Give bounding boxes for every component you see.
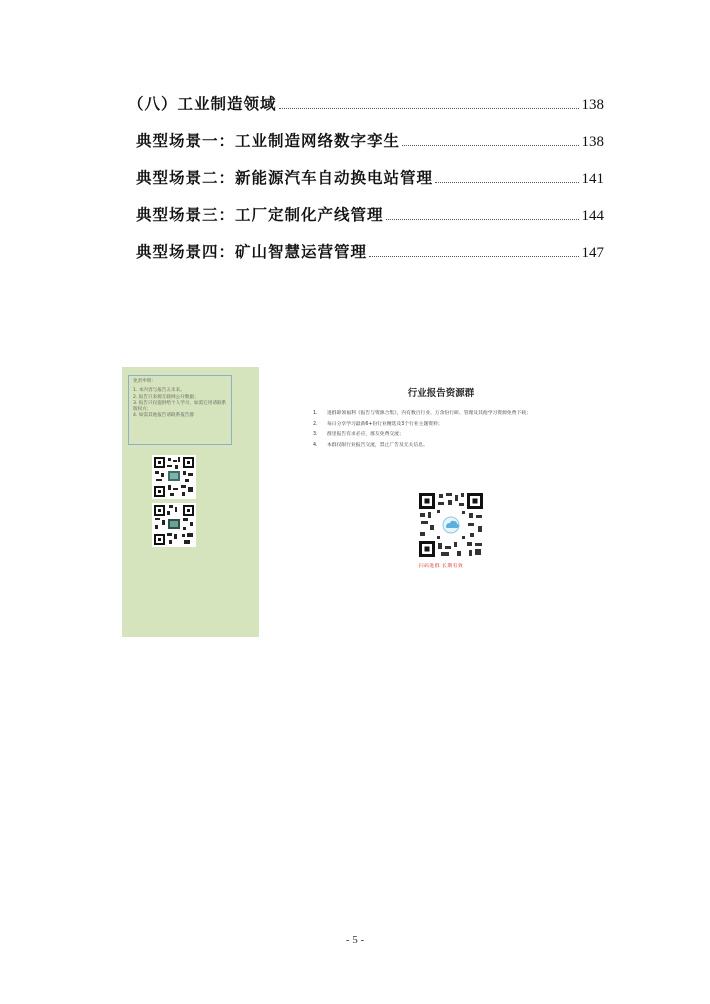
toc-entry-page: 147: [581, 245, 604, 261]
toc-leader-dots: [279, 107, 579, 109]
disclaimer-item: 4. 如需其他报告请联系报告群: [133, 413, 194, 419]
page-number: - 5 -: [345, 934, 365, 946]
toc-entry-title: 典型场景二：新能源汽车自动换电站管理: [136, 168, 434, 187]
list-item: [313, 432, 573, 438]
list-item-number: 4.: [313, 443, 318, 449]
qr-code-icon[interactable]: [152, 503, 196, 547]
group-qr-code-icon[interactable]: [417, 491, 485, 559]
list-item-number: 2.: [313, 421, 318, 427]
table-of-contents: [128, 92, 604, 277]
report-group-panel: [296, 378, 586, 578]
disclaimer-item: 1. 本内容与报告五未来。: [133, 388, 185, 394]
toc-entry-section[interactable]: [128, 92, 604, 129]
toc-entry-title: 典型场景四：矿山智慧运营管理: [136, 242, 368, 261]
list-item-number: 1.: [313, 411, 318, 416]
toc-entry-scenario-3[interactable]: [128, 203, 604, 240]
disclaimer-heading: 免责申明：: [133, 379, 156, 384]
toc-entry-scenario-2[interactable]: [128, 166, 604, 203]
disclaimer-box: [128, 375, 232, 445]
toc-entry-scenario-1[interactable]: [128, 129, 604, 166]
list-item-text: 进群即领福利《报告与资源合集》，内有数百行业、万余份行研、管理及其他学习资源免费下载；: [327, 411, 531, 416]
toc-leader-dots: [386, 218, 579, 220]
qr-code-icon[interactable]: [152, 455, 196, 499]
toc-entry-title: 典型场景一：工业制造网络数字孪生: [136, 131, 401, 150]
toc-entry-title: （八）工业制造领域: [128, 94, 277, 113]
toc-entry-page: 141: [581, 171, 604, 187]
panel-title: 行业报告资源群: [407, 388, 475, 399]
list-item-text: 本群仅限行业报告交流，禁止广告及无关信息。: [327, 443, 428, 449]
toc-leader-dots: [435, 181, 578, 183]
toc-leader-dots: [369, 255, 578, 257]
toc-entry-page: 144: [581, 208, 604, 224]
list-item: [313, 443, 573, 449]
toc-entry-title: 典型场景三：工厂定制化产线管理: [136, 205, 384, 224]
disclaimer-item: 2. 报告只来源互联网公开数据；: [133, 394, 199, 400]
disclaimer-sidebar: [122, 367, 259, 637]
toc-entry-page: 138: [581, 134, 604, 150]
toc-entry-page: 138: [581, 97, 604, 113]
list-item: [313, 422, 573, 428]
disclaimer-item: 3. 报告只仅提供给个人学习，如需它用请联系版权方；: [133, 400, 227, 413]
list-item-number: 3.: [313, 432, 318, 438]
qr-caption: 扫码进群 长期有效: [418, 564, 464, 569]
toc-leader-dots: [402, 144, 578, 146]
toc-entry-scenario-4[interactable]: [128, 240, 604, 277]
list-item-text: 每日分享学习最新6+份行业精选及3个行业主题资料；: [327, 421, 443, 427]
list-item-text: 群里报告有求必应，群友免费交流；: [327, 432, 404, 438]
list-item: [313, 411, 573, 417]
panel-list: [313, 411, 573, 454]
